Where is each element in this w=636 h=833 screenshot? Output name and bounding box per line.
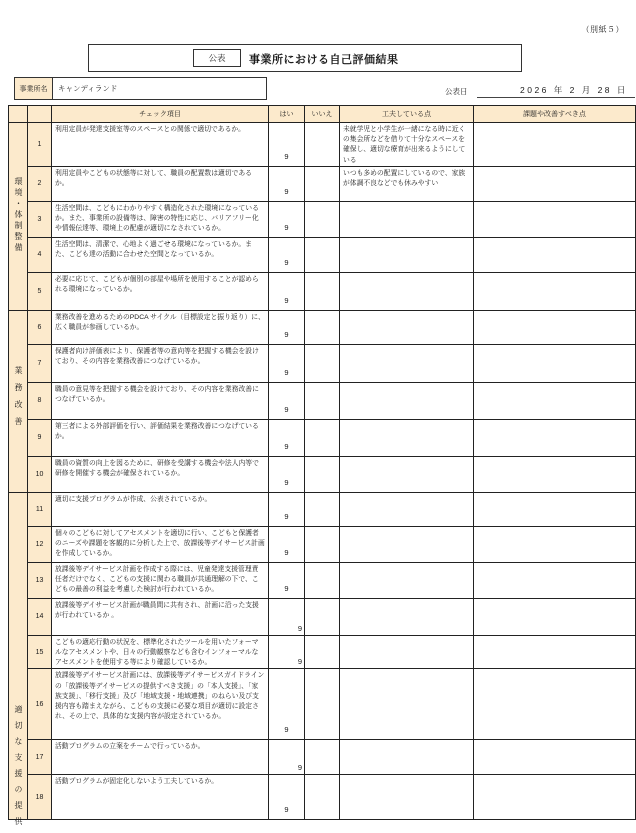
- check-item-cell: 保護者向け評価表により、保護者等の意向等を把握する機会を設けており、その内容を業務改善につなげているか。: [52, 344, 269, 382]
- devised-cell: 未就学児と小学生が一緒になる時に近くの集会所などを借りて十分なスペースを確保し、適切な療育が出来るようにしている: [340, 123, 474, 167]
- table-row: [9, 166, 636, 201]
- devised-cell: [340, 456, 474, 492]
- self-evaluation-table: [8, 105, 636, 833]
- check-item-cell: 職員の意見等を把握する機会を設けており、その内容を業務改善につなげているか。: [52, 382, 269, 419]
- yes-cell: 9: [269, 166, 305, 201]
- devised-cell: [340, 237, 474, 272]
- yes-cell: 9: [269, 201, 305, 237]
- header-no: いいえ: [305, 106, 340, 123]
- issues-cell: [474, 526, 636, 562]
- no-cell: [305, 598, 340, 635]
- issues-cell: [474, 562, 636, 598]
- office-name-box: [14, 77, 267, 100]
- row-number-cell: 3: [28, 201, 52, 237]
- row-number-cell: 10: [28, 456, 52, 492]
- yes-cell: 9: [269, 562, 305, 598]
- row-number-cell: 5: [28, 272, 52, 310]
- check-item-cell: 職員の資質の向上を図るために、研修を受講する機会や法人内等で研修を開催する機会が確保されているか。: [52, 456, 269, 492]
- devised-cell: いつも多めの配置にしているので、家族が体調不良などでも休みやすい: [340, 166, 474, 201]
- table-header-row: [9, 106, 636, 123]
- table-row: [9, 344, 636, 382]
- row-number-cell: 16: [28, 669, 52, 740]
- yes-cell: 9: [269, 419, 305, 456]
- issues-cell: [474, 740, 636, 775]
- no-cell: [305, 775, 340, 820]
- table-row: [9, 775, 636, 820]
- issues-cell: [474, 201, 636, 237]
- attachment-label: （別紙５）: [581, 25, 624, 34]
- row-number-cell: 13: [28, 562, 52, 598]
- issues-cell: [474, 419, 636, 456]
- row-number-cell: 11: [28, 492, 52, 526]
- yes-cell: 9: [269, 526, 305, 562]
- issues-cell: [474, 775, 636, 820]
- header-category: [9, 106, 28, 123]
- issues-cell: [474, 272, 636, 310]
- category-cell: [9, 123, 28, 311]
- devised-cell: [340, 201, 474, 237]
- devised-cell: [340, 526, 474, 562]
- table-row: [9, 740, 636, 775]
- table-row: [9, 562, 636, 598]
- devised-cell: [340, 382, 474, 419]
- no-cell: [305, 123, 340, 167]
- no-cell: [305, 492, 340, 526]
- table-row: [9, 382, 636, 419]
- issues-cell: [474, 669, 636, 740]
- check-item-cell: 活動プログラムの立案をチームで行っているか。: [52, 740, 269, 775]
- row-number-cell: 2: [28, 166, 52, 201]
- check-item-cell: 活動プログラムが固定化しないよう工夫しているか。: [52, 775, 269, 820]
- issues-cell: [474, 166, 636, 201]
- devised-cell: [340, 272, 474, 310]
- yes-cell: 9: [269, 740, 305, 775]
- table-row: [9, 272, 636, 310]
- no-cell: [305, 272, 340, 310]
- issues-cell: [474, 123, 636, 167]
- no-cell: [305, 740, 340, 775]
- page-title: 事業所における自己評価結果: [249, 54, 399, 66]
- table-row: [9, 598, 636, 635]
- row-number-cell: 8: [28, 382, 52, 419]
- yes-cell: 9: [269, 272, 305, 310]
- category-cell: [9, 492, 28, 833]
- issues-cell: [474, 382, 636, 419]
- check-item-cell: 利用定員が発達支援室等のスペースとの関係で適切であるか。: [52, 123, 269, 167]
- yes-cell: 9: [269, 344, 305, 382]
- row-number-cell: 6: [28, 310, 52, 344]
- table-row: [9, 123, 636, 167]
- table-row: [9, 237, 636, 272]
- table-row: [9, 492, 636, 526]
- header-check-item: チェック項目: [52, 106, 269, 123]
- devised-cell: [340, 775, 474, 820]
- check-item-cell: 放課後等デイサービス計画には、放課後等デイサービスガイドラインの「放課後等デイサービスの提供すべき支援」の「本人支援」、「家族支援」、「移行支援」及び「地域支援・地域連携」のねらい及び支援内容も踏まえながら、こどもの支援に必要な項目が適切に設定され、その上で、具体的な支援内容が設定されているか。: [52, 669, 269, 740]
- devised-cell: [340, 310, 474, 344]
- no-cell: [305, 562, 340, 598]
- check-item-cell: こどもの適応行動の状況を、標準化されたツールを用いたフォーマルなアセスメントや、日々の行動観察なども含むインフォーマルなアセスメントを使用する等により確認しているか。: [52, 635, 269, 669]
- row-number-cell: 9: [28, 419, 52, 456]
- no-cell: [305, 344, 340, 382]
- header-number: [28, 106, 52, 123]
- table-row: [9, 310, 636, 344]
- check-item-cell: 放課後等デイサービス計画が職員間に共有され、計画に沿った支援が行われているか 。: [52, 598, 269, 635]
- table-row: [9, 419, 636, 456]
- devised-cell: [340, 740, 474, 775]
- no-cell: [305, 310, 340, 344]
- devised-cell: [340, 344, 474, 382]
- header-yes: はい: [269, 106, 305, 123]
- publish-date-value: 2026 年 2 月 28 日: [520, 85, 628, 95]
- yes-cell: 9: [269, 775, 305, 820]
- category-label: 業務改善: [14, 366, 23, 435]
- issues-cell: [474, 310, 636, 344]
- issues-cell: [474, 237, 636, 272]
- no-cell: [305, 526, 340, 562]
- check-item-cell: 必要に応じて、こどもが個別の部屋や場所を使用することが認められる環境になっているか。: [52, 272, 269, 310]
- devised-cell: [340, 562, 474, 598]
- category-cell: [9, 310, 28, 492]
- table-body: [9, 123, 636, 833]
- table-row: [9, 526, 636, 562]
- devised-cell: [340, 419, 474, 456]
- yes-cell: 9: [269, 635, 305, 669]
- category-label: 適切な支援の提供: [14, 705, 23, 833]
- no-cell: [305, 456, 340, 492]
- table-row: [9, 456, 636, 492]
- row-number-cell: 1: [28, 123, 52, 167]
- no-cell: [305, 201, 340, 237]
- category-label: 環境・体制整備: [14, 176, 23, 254]
- no-cell: [305, 166, 340, 201]
- no-cell: [305, 635, 340, 669]
- row-number-cell: 17: [28, 740, 52, 775]
- devised-cell: [340, 492, 474, 526]
- row-number-cell: 7: [28, 344, 52, 382]
- issues-cell: [474, 456, 636, 492]
- office-name-label: 事業所名: [15, 78, 53, 99]
- header-issues: 課題や改善すべき点: [474, 106, 636, 123]
- yes-cell: 9: [269, 492, 305, 526]
- yes-cell: 9: [269, 669, 305, 740]
- row-number-cell: 12: [28, 526, 52, 562]
- table-row: [9, 635, 636, 669]
- check-item-cell: 業務改善を進めるためのPDCA サイクル（目標設定と振り返り）に、広く職員が参画しているか。: [52, 310, 269, 344]
- check-item-cell: 個々のこどもに対してアセスメントを適切に行い、こどもと保護者のニーズや課題を客観的に分析した上で、放課後等デイサービス計画を作成しているか。: [52, 526, 269, 562]
- table-row: [9, 669, 636, 740]
- yes-cell: 9: [269, 237, 305, 272]
- devised-cell: [340, 635, 474, 669]
- publish-tag: 公表: [193, 49, 241, 67]
- yes-cell: 9: [269, 598, 305, 635]
- issues-cell: [474, 492, 636, 526]
- devised-cell: [340, 669, 474, 740]
- no-cell: [305, 669, 340, 740]
- yes-cell: 9: [269, 382, 305, 419]
- yes-cell: 9: [269, 123, 305, 167]
- no-cell: [305, 382, 340, 419]
- check-item-cell: 利用定員やこどもの状態等に対して、職員の配置数は適切であるか。: [52, 166, 269, 201]
- yes-cell: 9: [269, 310, 305, 344]
- office-name-value: キャンディランド: [58, 84, 118, 93]
- check-item-cell: 第三者による外部評価を行い、評価結果を業務改善につなげているか。: [52, 419, 269, 456]
- publish-date-label: 公表日: [445, 87, 468, 96]
- row-number-cell: 15: [28, 635, 52, 669]
- check-item-cell: 生活空間は、清潔で、心地よく過ごせる環境になっているか。また、こども達の活動に合わせた空間となっているか。: [52, 237, 269, 272]
- check-item-cell: 放課後等デイサービス計画を作成する際には、児童発達支援管理責任者だけでなく、こどもの支援に関わる職員が共通理解の下で、こどもの最善の利益を考慮した検討が行われているか。: [52, 562, 269, 598]
- issues-cell: [474, 344, 636, 382]
- title-box: [88, 44, 522, 72]
- check-item-cell: 適切に支援プログラムが作成、公表されているか。: [52, 492, 269, 526]
- no-cell: [305, 419, 340, 456]
- row-number-cell: 14: [28, 598, 52, 635]
- header-devised: 工夫している点: [340, 106, 474, 123]
- no-cell: [305, 237, 340, 272]
- row-number-cell: 18: [28, 775, 52, 820]
- issues-cell: [474, 598, 636, 635]
- row-number-cell: 4: [28, 237, 52, 272]
- devised-cell: [340, 598, 474, 635]
- issues-cell: [474, 635, 636, 669]
- publish-date-underline: [477, 97, 635, 98]
- table-row: [9, 201, 636, 237]
- check-item-cell: 生活空間は、こどもにわかりやすく構造化された環境になっているか。また、事業所の設備等は、障害の特性に応じ、バリアフリー化や情報伝達等、環境上の配慮が適切になされているか。: [52, 201, 269, 237]
- yes-cell: 9: [269, 456, 305, 492]
